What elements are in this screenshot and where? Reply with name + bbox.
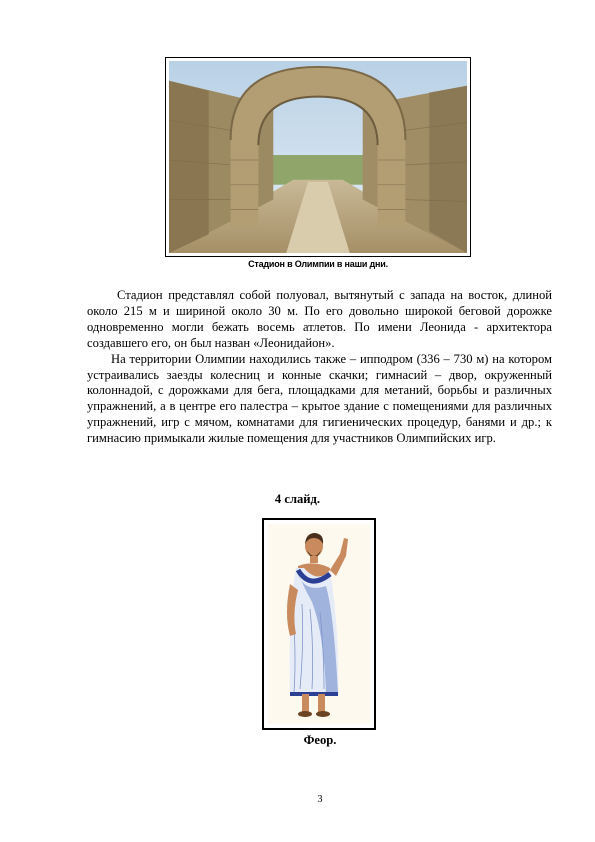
page-number: 3: [317, 794, 323, 805]
greek-man-illustration: [262, 518, 376, 730]
body-text: [87, 288, 552, 447]
stone-arch-tunnel-photo-icon: [169, 61, 467, 253]
slide-title: 4 слайд.: [274, 492, 321, 506]
stadium-arch-photo: [165, 57, 471, 257]
paragraph-olympia-territory: На территории Олимпии находились также – ипподром (336 – 730 м) на котором устраивались заезды колесниц и конные скачки; гимнасий – двор, окруженный колоннадой, с дорожками для бега, площадками для метаний, борьбы и различных упражнений, а в центре его палестра – крытое здание с помещениями для различных упражнений, игр с мячом, комнатами для гигиенических процедур, банями и др.; к гимнасию примыкали жилые помещения для участников Олимпийских игр.: [87, 351, 552, 446]
paragraph-stadium: Стадион представлял собой полуовал, вытянутый с запада на восток, длиной около 215 м и шириной около 30 м. По его довольно широкой беговой дорожке одновременно могли бежать восемь атлетов. По имени Леонида - архитектора создавшего его, он был назван «Леонидайон».: [87, 288, 552, 350]
figure-2-caption: Феор.: [303, 733, 337, 747]
greek-man-in-himation-illustration-icon: [268, 524, 370, 724]
figure-1-caption: Стадион в Олимпии в наши дни.: [248, 259, 388, 269]
